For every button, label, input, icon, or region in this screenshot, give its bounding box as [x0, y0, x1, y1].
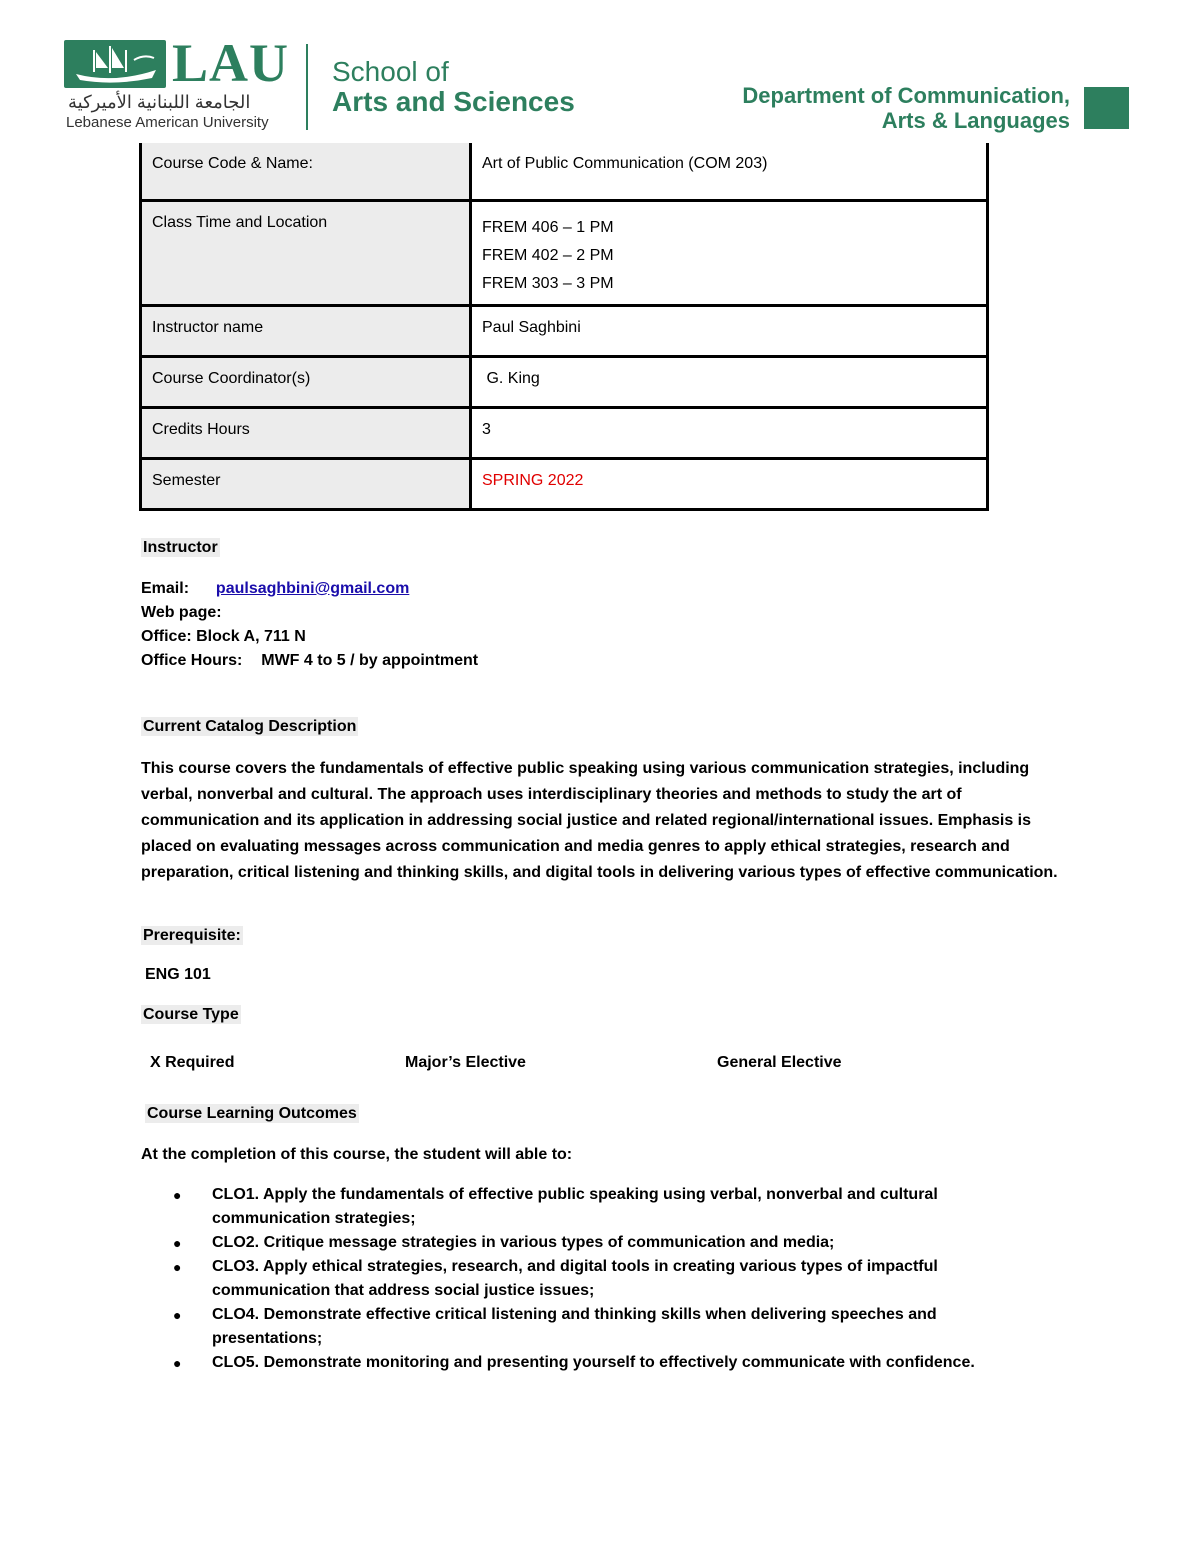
- table-row: [141, 306, 988, 357]
- bullet-icon: ●: [173, 1187, 182, 1203]
- lau-arabic-name: الجامعة اللبنانية الأميركية: [68, 92, 251, 112]
- semester-label: Semester: [141, 459, 471, 510]
- course-type-general-elective: General Elective: [717, 1054, 842, 1071]
- catalog-heading: [141, 718, 358, 736]
- office-hours-label: Office Hours:: [141, 652, 243, 669]
- outcome-text: CLO2. Critique message strategies in various types of communication and media;: [212, 1234, 835, 1251]
- class-slot: FREM 303 – 3 PM: [482, 275, 614, 292]
- lau-wordmark: LAU: [172, 33, 290, 93]
- instructor-heading-text: Instructor: [143, 539, 218, 556]
- course-type-major-elective: Major’s Elective: [405, 1054, 526, 1071]
- header-divider: [306, 44, 308, 130]
- outcomes-heading-text: Course Learning Outcomes: [147, 1105, 357, 1122]
- webpage-line: Web page:: [141, 604, 222, 621]
- coordinator-label: Course Coordinator(s): [141, 357, 471, 408]
- instructor-heading: [141, 539, 220, 557]
- class-slot: FREM 406 – 1 PM: [482, 219, 614, 236]
- list-item: [141, 1183, 1041, 1231]
- email-line: [141, 580, 409, 598]
- lau-logo: [64, 33, 290, 132]
- table-row: [141, 459, 988, 510]
- lau-english-name: Lebanese American University: [66, 114, 269, 131]
- email-link[interactable]: paulsaghbini@gmail.com: [215, 580, 410, 597]
- course-type-heading: [141, 1006, 241, 1024]
- semester-value: SPRING 2022: [471, 459, 988, 510]
- list-item: [141, 1255, 1041, 1303]
- course-info-table: [139, 143, 989, 511]
- brand-square: [1084, 87, 1129, 129]
- ship-emblem-icon: [64, 40, 166, 88]
- catalog-description: This course covers the fundamentals of effective public speaking using various communication strategies, including verbal, nonverbal and cultural. The approach uses interdisciplinary theories and methods to study the art of communication and its application in addressing social justice and related regional/international issues. Emphasis is placed on evaluating messages across communication and media genres to apply ethical strategies, research and preparation, critical listening and thinking skills, and digital tools in delivering various types of effective communication.: [141, 760, 1058, 881]
- school-name-line1: School of: [332, 56, 449, 87]
- prerequisite-heading-text: Prerequisite:: [143, 927, 241, 944]
- table-row: [141, 357, 988, 408]
- class-time-label: Class Time and Location: [141, 201, 471, 306]
- course-label: Course Code & Name:: [141, 143, 471, 201]
- coordinator-name: G. King: [486, 370, 540, 387]
- instructor-value: Paul Saghbini: [471, 306, 988, 357]
- office-hours-line: [141, 652, 478, 670]
- table-row: [141, 201, 988, 306]
- office-hours-value: MWF 4 to 5 / by appointment: [261, 652, 479, 669]
- credits-label: Credits Hours: [141, 408, 471, 459]
- list-item: [141, 1351, 1041, 1375]
- bullet-icon: ●: [173, 1259, 182, 1275]
- department-name-line2: Arts & Languages: [881, 108, 1070, 133]
- list-item: [141, 1231, 1041, 1255]
- class-slot: FREM 402 – 2 PM: [482, 247, 614, 264]
- prerequisite-heading: [141, 927, 243, 945]
- department-name-line1: Department of Communication,: [742, 83, 1070, 108]
- bullet-icon: ●: [173, 1235, 182, 1251]
- credits-value: 3: [471, 408, 988, 459]
- class-time-value: [471, 201, 988, 306]
- list-item: [141, 1303, 1041, 1351]
- outcome-text: CLO1. Apply the fundamentals of effective public speaking using verbal, nonverbal and cultural communication strategies;: [212, 1186, 938, 1227]
- instructor-label: Instructor name: [141, 306, 471, 357]
- outcome-text: CLO3. Apply ethical strategies, research, and digital tools in creating various types of impactful communication that address social justice issues;: [212, 1258, 938, 1299]
- catalog-heading-text: Current Catalog Description: [143, 718, 357, 735]
- course-value: Art of Public Communication (COM 203): [471, 143, 988, 201]
- table-row: [141, 408, 988, 459]
- outcome-text: CLO5. Demonstrate monitoring and presenting yourself to effectively communicate with confidence.: [212, 1354, 975, 1371]
- bullet-icon: ●: [173, 1307, 182, 1323]
- bullet-icon: ●: [173, 1355, 182, 1371]
- coordinator-value: [471, 357, 988, 408]
- table-row: [141, 143, 988, 201]
- course-type-required: X Required: [150, 1054, 235, 1071]
- school-name-line2: Arts and Sciences: [332, 86, 575, 117]
- outcomes-list: [141, 1183, 1041, 1375]
- course-type-heading-text: Course Type: [143, 1006, 239, 1023]
- outcomes-heading: [145, 1105, 359, 1123]
- email-label: Email:: [141, 580, 190, 597]
- outcomes-intro: At the completion of this course, the student will able to:: [141, 1146, 573, 1163]
- office-line: Office: Block A, 711 N: [141, 628, 306, 645]
- prerequisite-value: ENG 101: [145, 966, 211, 983]
- outcome-text: CLO4. Demonstrate effective critical listening and thinking skills when delivering speeches and presentations;: [212, 1306, 937, 1347]
